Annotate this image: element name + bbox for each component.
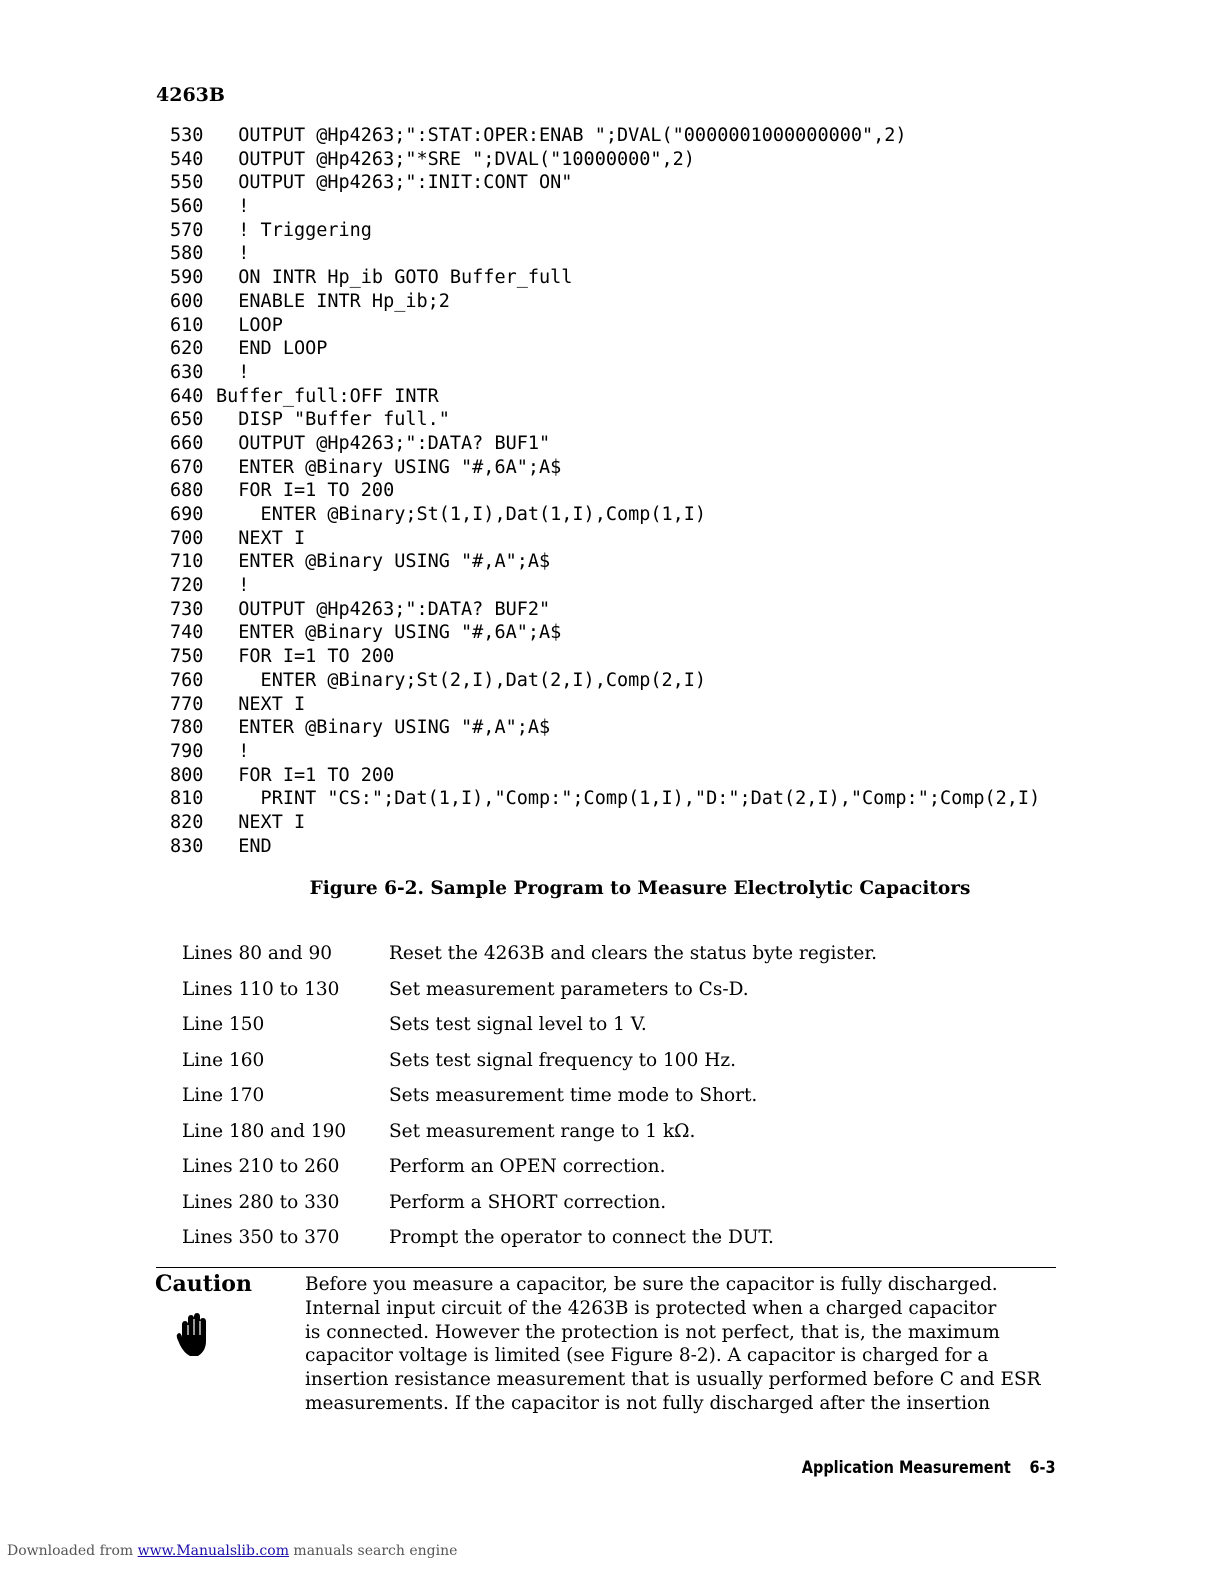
page-footer bbox=[802, 1458, 1056, 1478]
code-line-text: FOR I=1 TO 200 bbox=[216, 646, 395, 668]
caution-title: Caution bbox=[155, 1271, 252, 1297]
code-line-number: 580 bbox=[170, 243, 204, 265]
code-line-number: 620 bbox=[170, 338, 204, 360]
section-divider bbox=[156, 1267, 1056, 1268]
code-line-text: ENTER @Binary USING "#,6A";A$ bbox=[216, 622, 562, 644]
code-line bbox=[170, 148, 1040, 172]
code-line-text: ! bbox=[216, 575, 250, 597]
code-line-number: 760 bbox=[170, 669, 204, 691]
code-line bbox=[170, 361, 1040, 385]
caution-line: insertion resistance measurement that is usually performed before C and ESR bbox=[305, 1369, 1041, 1391]
code-line-number: 550 bbox=[170, 172, 204, 194]
caution-line: Before you measure a capacitor, be sure the capacitor is fully discharged. bbox=[305, 1274, 998, 1295]
caution-text bbox=[305, 1273, 1065, 1416]
code-line-text: LOOP bbox=[216, 314, 283, 336]
code-line-number: 530 bbox=[170, 125, 204, 146]
description-row bbox=[182, 1121, 877, 1157]
code-line bbox=[170, 408, 1040, 432]
description-lines: Lines 210 to 260 bbox=[182, 1156, 340, 1177]
description-text: Reset the 4263B and clears the status byte register. bbox=[389, 943, 878, 964]
code-line bbox=[170, 337, 1040, 361]
code-line-text: ! bbox=[216, 243, 250, 265]
code-line-number: 670 bbox=[170, 456, 204, 478]
code-line-text: NEXT I bbox=[216, 693, 306, 715]
code-line bbox=[170, 764, 1040, 788]
code-line-text: NEXT I bbox=[216, 811, 306, 833]
description-lines: Line 180 and 190 bbox=[182, 1120, 347, 1142]
description-text: Sets test signal frequency to 100 Hz. bbox=[389, 1049, 736, 1071]
hand-stop-icon bbox=[176, 1311, 210, 1363]
code-line-text: OUTPUT @Hp4263;"*SRE ";DVAL("10000000",2) bbox=[216, 148, 695, 170]
code-line bbox=[170, 503, 1040, 527]
code-line bbox=[170, 385, 1040, 409]
code-line-text: END bbox=[216, 835, 272, 857]
code-line-number: 810 bbox=[170, 788, 204, 810]
code-line bbox=[170, 195, 1040, 219]
description-lines: Lines 280 to 330 bbox=[182, 1191, 340, 1213]
description-text: Perform an OPEN correction. bbox=[389, 1156, 666, 1177]
description-text: Set measurement range to 1 kΩ. bbox=[389, 1120, 696, 1142]
code-line-text: END LOOP bbox=[216, 338, 328, 360]
code-line bbox=[170, 124, 1040, 148]
description-row bbox=[182, 1192, 877, 1228]
download-prefix: Downloaded from bbox=[7, 1543, 138, 1559]
code-line bbox=[170, 527, 1040, 551]
description-lines: Lines 350 to 370 bbox=[182, 1227, 340, 1248]
code-line-text: ON INTR Hp_ib GOTO Buffer_full bbox=[216, 267, 573, 289]
code-line bbox=[170, 669, 1040, 693]
download-notice bbox=[7, 1543, 457, 1559]
figure-caption: Figure 6-2. Sample Program to Measure Electrolytic Capacitors bbox=[309, 878, 971, 899]
manualslib-link[interactable]: www.Manualslib.com bbox=[137, 1543, 289, 1559]
description-text: Perform a SHORT correction. bbox=[389, 1191, 667, 1213]
description-text: Sets test signal level to 1 V. bbox=[389, 1014, 647, 1035]
code-line bbox=[170, 550, 1040, 574]
description-lines: Line 170 bbox=[182, 1085, 265, 1106]
code-line-number: 660 bbox=[170, 432, 204, 454]
code-line-number: 770 bbox=[170, 693, 204, 715]
code-line-text: ENTER @Binary;St(2,I),Dat(2,I),Comp(2,I) bbox=[216, 669, 707, 691]
code-line-number: 610 bbox=[170, 314, 204, 336]
description-text: Set measurement parameters to Cs-D. bbox=[389, 978, 749, 1000]
document-header: 4263B bbox=[156, 84, 225, 106]
caution-line: Internal input circuit of the 4263B is protected when a charged capacitor bbox=[305, 1297, 997, 1319]
description-row bbox=[182, 1050, 877, 1086]
description-lines: Lines 110 to 130 bbox=[182, 978, 340, 1000]
description-row bbox=[182, 1014, 877, 1050]
code-line-number: 820 bbox=[170, 811, 204, 833]
code-line-text: ENABLE INTR Hp_ib;2 bbox=[216, 290, 450, 312]
download-suffix: manuals search engine bbox=[288, 1543, 458, 1559]
code-line bbox=[170, 621, 1040, 645]
code-line-text: ENTER @Binary;St(1,I),Dat(1,I),Comp(1,I) bbox=[216, 504, 707, 525]
code-line bbox=[170, 787, 1040, 811]
code-line-number: 690 bbox=[170, 504, 204, 525]
code-line-number: 730 bbox=[170, 598, 204, 620]
code-line bbox=[170, 716, 1040, 740]
caution-line: capacitor voltage is limited (see Figure 8-2). A capacitor is charged for a bbox=[305, 1345, 989, 1367]
code-line-number: 720 bbox=[170, 575, 204, 597]
code-line-text: ! bbox=[216, 361, 250, 383]
code-line-number: 590 bbox=[170, 267, 204, 289]
code-line-number: 650 bbox=[170, 409, 204, 431]
code-line-text: DISP "Buffer full." bbox=[216, 409, 450, 431]
code-line-number: 680 bbox=[170, 480, 204, 502]
description-lines: Line 150 bbox=[182, 1014, 265, 1035]
code-line-text: ! bbox=[216, 740, 250, 762]
code-line-text: ENTER @Binary USING "#,6A";A$ bbox=[216, 456, 562, 478]
code-line-text: FOR I=1 TO 200 bbox=[216, 480, 395, 502]
code-line-number: 630 bbox=[170, 361, 204, 383]
code-line bbox=[170, 811, 1040, 835]
code-line bbox=[170, 456, 1040, 480]
code-line-number: 750 bbox=[170, 646, 204, 668]
code-line-number: 540 bbox=[170, 148, 204, 170]
description-row bbox=[182, 1156, 877, 1192]
code-line-number: 560 bbox=[170, 196, 204, 218]
code-line bbox=[170, 266, 1040, 290]
code-line-number: 710 bbox=[170, 551, 204, 573]
caution-line: measurements. If the capacitor is not fully discharged after the insertion bbox=[305, 1392, 991, 1414]
code-listing bbox=[170, 124, 1040, 858]
code-line bbox=[170, 290, 1040, 314]
description-text: Prompt the operator to connect the DUT. bbox=[389, 1227, 774, 1248]
code-line-text: OUTPUT @Hp4263;":DATA? BUF1" bbox=[216, 432, 551, 454]
code-line bbox=[170, 645, 1040, 669]
code-line-text: Buffer_full:OFF INTR bbox=[216, 385, 439, 407]
description-lines: Line 160 bbox=[182, 1049, 265, 1071]
code-line bbox=[170, 479, 1040, 503]
description-lines: Lines 80 and 90 bbox=[182, 943, 333, 964]
code-line-text: ENTER @Binary USING "#,A";A$ bbox=[216, 551, 551, 573]
code-line-text: OUTPUT @Hp4263;":INIT:CONT ON" bbox=[216, 172, 573, 194]
code-line bbox=[170, 242, 1040, 266]
code-line bbox=[170, 598, 1040, 622]
code-line bbox=[170, 574, 1040, 598]
code-line bbox=[170, 693, 1040, 717]
code-line bbox=[170, 314, 1040, 338]
code-line bbox=[170, 171, 1040, 195]
code-line bbox=[170, 432, 1040, 456]
code-line-text: ENTER @Binary USING "#,A";A$ bbox=[216, 717, 551, 739]
code-line-number: 570 bbox=[170, 219, 204, 241]
code-line-number: 640 bbox=[170, 385, 204, 407]
description-row bbox=[182, 979, 877, 1015]
footer-section: Application Measurement bbox=[802, 1458, 1012, 1478]
code-line-text: ! bbox=[216, 196, 250, 218]
code-line-number: 780 bbox=[170, 717, 204, 739]
line-descriptions bbox=[182, 943, 877, 1263]
code-line-number: 790 bbox=[170, 740, 204, 762]
code-line bbox=[170, 219, 1040, 243]
code-line-text: NEXT I bbox=[216, 527, 306, 549]
description-row bbox=[182, 1085, 877, 1121]
description-text: Sets measurement time mode to Short. bbox=[389, 1085, 758, 1106]
code-line-number: 830 bbox=[170, 835, 204, 857]
description-row bbox=[182, 943, 877, 979]
description-row bbox=[182, 1227, 877, 1263]
page-number: 6-3 bbox=[1029, 1458, 1056, 1478]
code-line-number: 740 bbox=[170, 622, 204, 644]
code-line-number: 800 bbox=[170, 764, 204, 786]
code-line-text: ! Triggering bbox=[216, 219, 372, 241]
code-line-text: OUTPUT @Hp4263;":DATA? BUF2" bbox=[216, 598, 551, 620]
code-line-text: FOR I=1 TO 200 bbox=[216, 764, 395, 786]
code-line bbox=[170, 740, 1040, 764]
code-line-text: PRINT "CS:";Dat(1,I),"Comp:";Comp(1,I),"D:";Dat(2,I),"Comp:";Comp(2,I) bbox=[216, 788, 1041, 810]
caution-line: is connected. However the protection is not perfect, that is, the maximum bbox=[305, 1321, 1000, 1343]
code-line-number: 700 bbox=[170, 527, 204, 549]
code-line bbox=[170, 835, 1040, 859]
code-line-number: 600 bbox=[170, 290, 204, 312]
code-line-text: OUTPUT @Hp4263;":STAT:OPER:ENAB ";DVAL("0000001000000000",2) bbox=[216, 125, 907, 146]
